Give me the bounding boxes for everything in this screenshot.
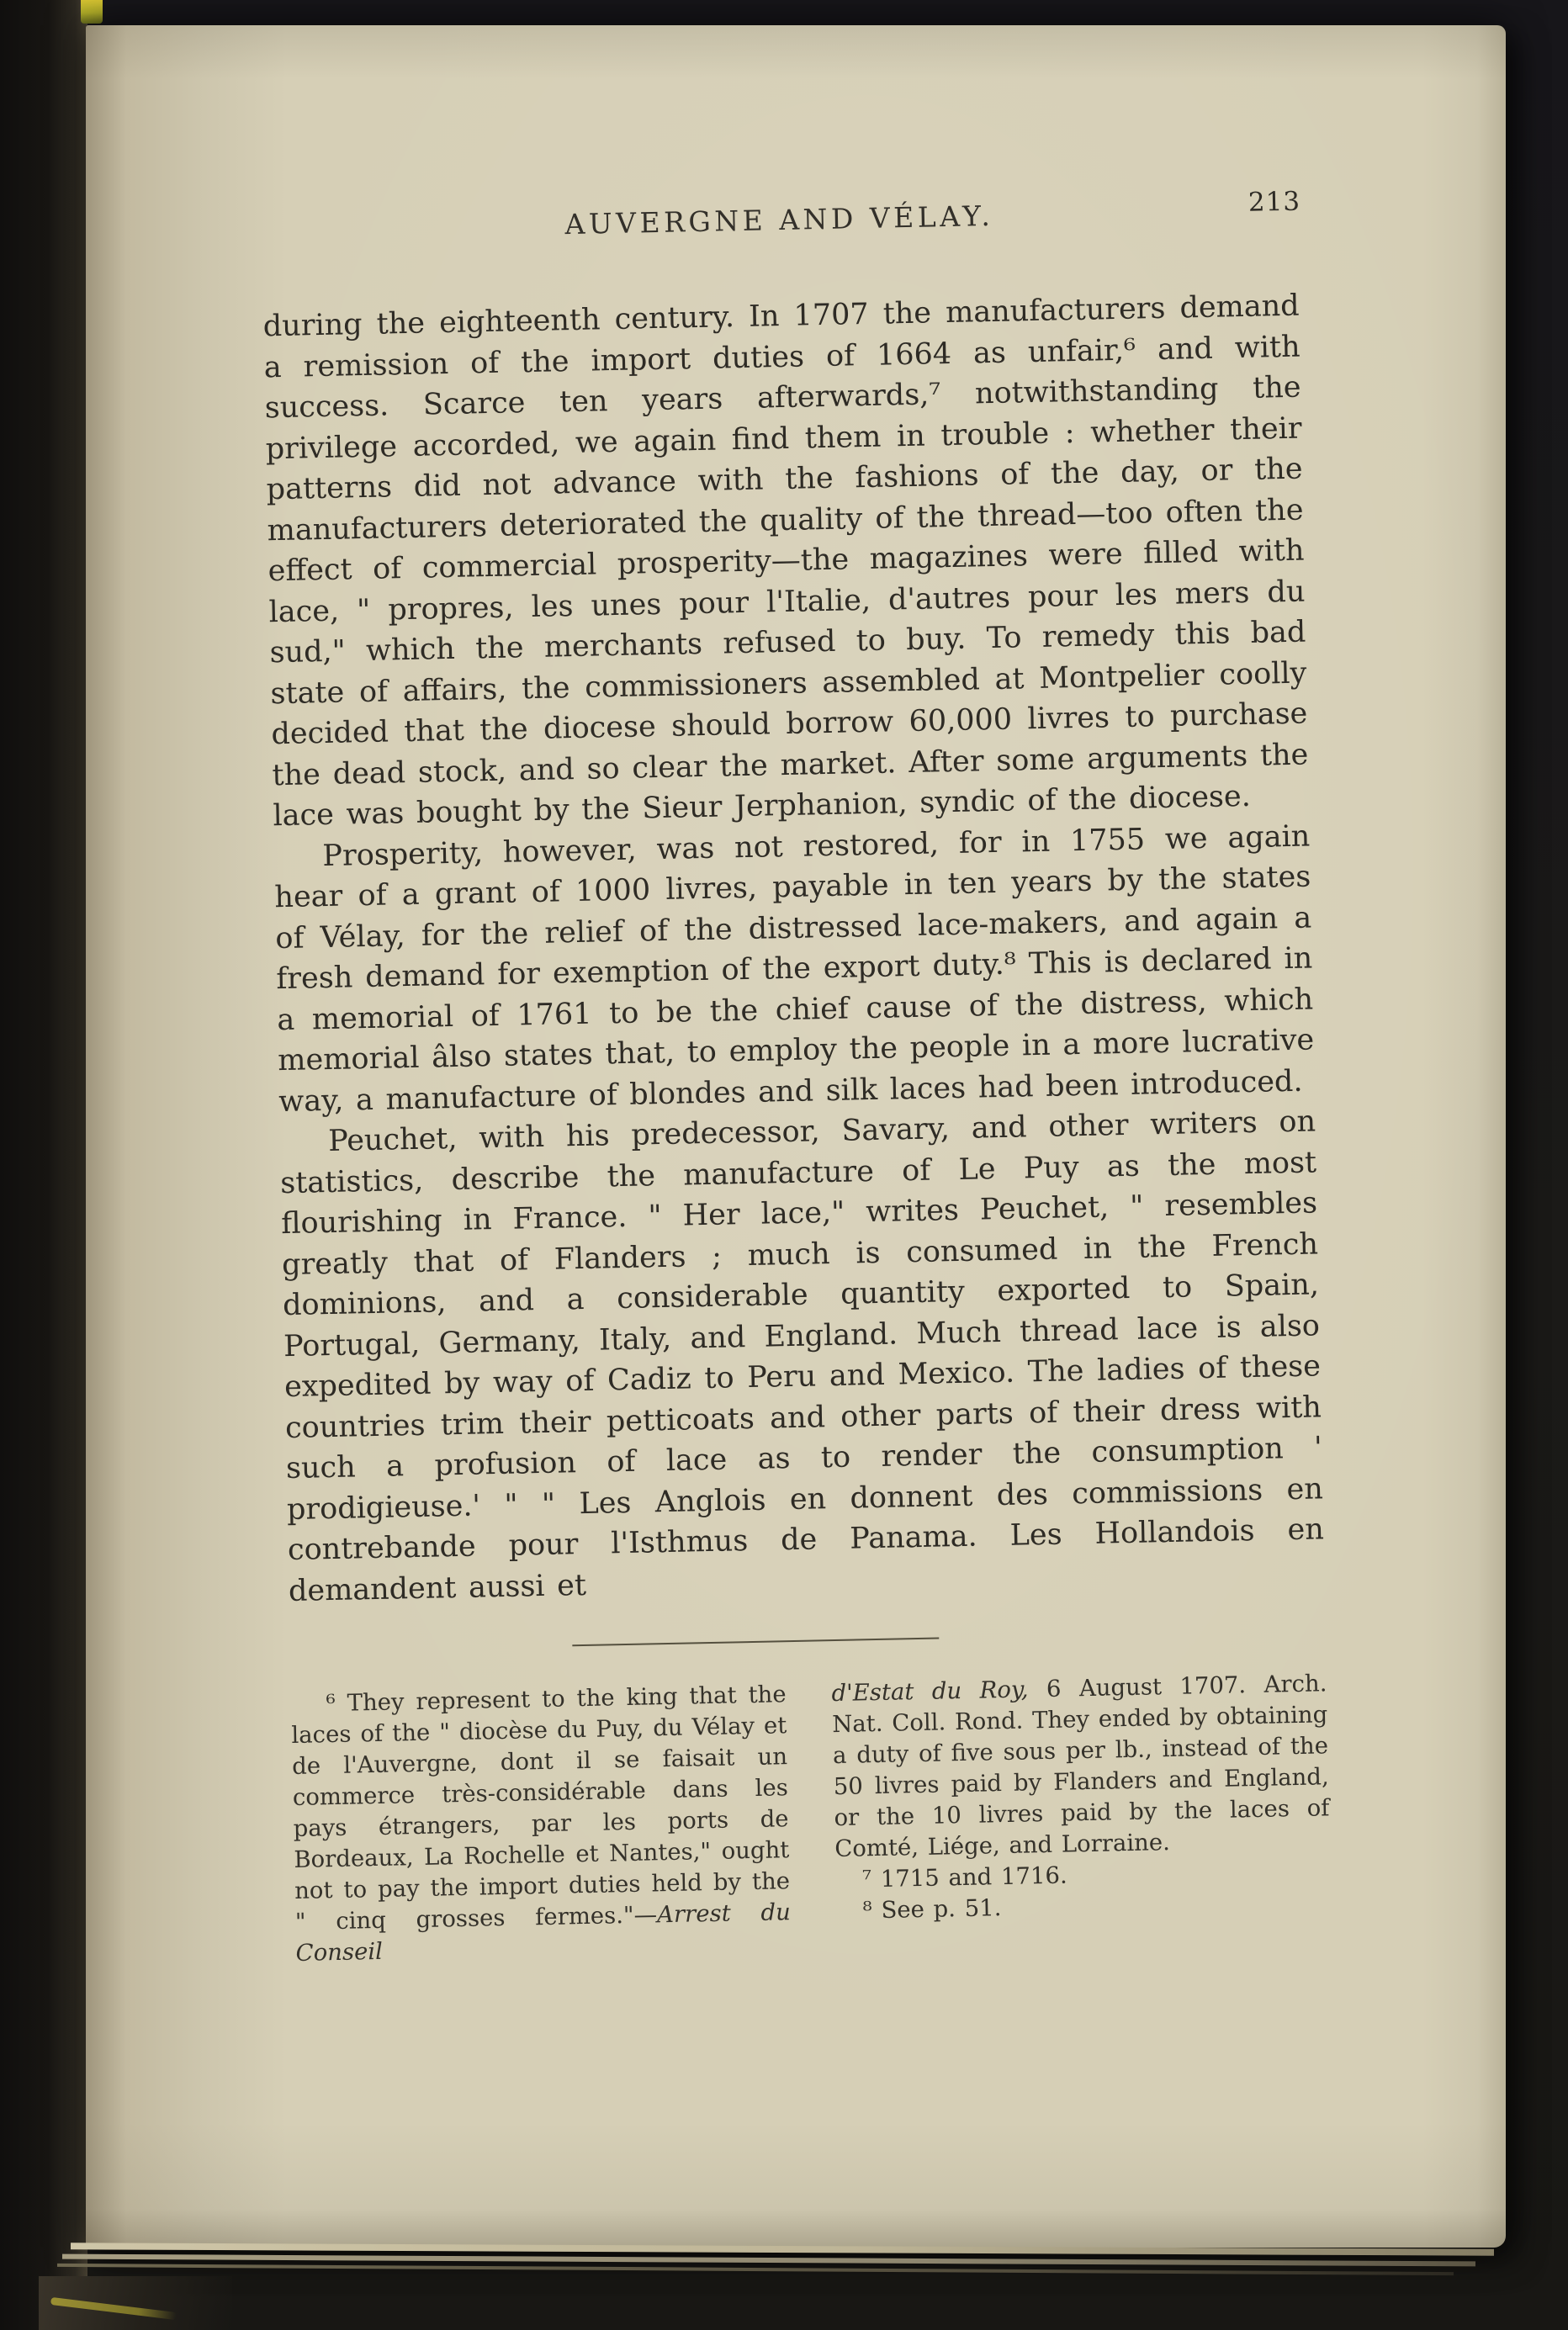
footnote-column-left xyxy=(290,1679,792,1969)
footnote-6-continued xyxy=(831,1668,1330,1865)
page-edge-stack xyxy=(57,2264,1454,2275)
footnote-6-citation-italic: Arrest du Conseil xyxy=(295,1898,792,1967)
footnotes xyxy=(290,1668,1332,1969)
paragraph-peuchet: Peuchet, with his predecessor, Savary, and other writers on statistics, describe the manufacture of Le Puy as the most flourishing in France. " Her lace," writes Peuchet, " resembles greatly that of Flanders ; much is consumed in the French dominions, and a considerable quantity exported to Spain, Portugal, Germany, Italy, and England. Much thread lace is also expedited by way of Cadiz to Peru and Mexico. The ladies of these countries trim their petticoats and other parts of their dress with such a profusion of lace as to render the consumption ' prodigieuse.' " " Les Anglois en donnent des commissions en contrebande pour l'Isthmus de Panama. Les Hollandois en demandent aussi et xyxy=(279,1104,1325,1608)
paragraph-continuation: during the eighteenth century. In 1707 the manufacturers demand a remission of the import duties of 1664 as unfair,⁶ and with success. Scarce ten years afterwards,⁷ notwithstanding the privilege accorded, we again find them in trouble : whether their patterns did not advance with the fashions of the day, or the manufacturers deteriorated the quality of the thread—too often the effect of commercial prosperity—the magazines were filled with lace, " propres, les unes pour l'Italie, d'autres pour les mers du sud," which the merchants refused to buy. To remedy this bad state of affairs, the commissioners assembled at Montpelier coolly decided that the diocese should borrow 60,000 livres to purchase the dead stock, and so clear the market. After some arguments the lace was bought by the Sieur Jerphanion, syndic of the diocese. xyxy=(262,289,1309,834)
page-number: 213 xyxy=(1248,186,1301,218)
page-header xyxy=(261,186,1301,255)
paragraph-prosperity: Prosperity, however, was not restored, for in 1755 we again hear of a grant of 1000 livres, payable in ten years by the states of Vélay, for the relief of the distressed lace-makers, and again a fresh demand for exemption of the export duty.⁸ This is declared in a memorial of 1761 to be the chief cause of the distress, which memorial âlso states that, to employ the people in a more lucrative way, a manufacture of blondes and silk laces had been introduced. xyxy=(274,818,1315,1119)
bookmark-ribbon xyxy=(81,0,103,24)
book-spine xyxy=(0,0,87,2330)
footnote-column-right xyxy=(831,1668,1332,1958)
running-title: AUVERGNE AND VÉLAY. xyxy=(564,199,994,241)
footnote-6 xyxy=(290,1679,792,1969)
paper-page xyxy=(86,25,1506,2248)
footnote-6-text: ⁶ They represent to the king that the laces of the " diocèse du Puy, du Vélay et de l'Auvergne, dont il se faisait un commerce très-considérable dans les pays étrangers, par les ports de Bordeaux, La Rochelle et Nantes," ought not to pay the import duties held by the " cinq grosses fermes."— xyxy=(291,1681,791,1935)
footnote-7: ⁷ 1715 and 1716. xyxy=(861,1861,1067,1893)
printed-content xyxy=(261,186,1332,1969)
footnote-8: ⁸ See p. 51. xyxy=(862,1894,1002,1925)
footnote-separator-rule xyxy=(572,1638,939,1647)
footnote-6-citation-italic-continued: d'Estat du Roy, xyxy=(831,1676,1029,1708)
footnote-6-continued-text: 6 August 1707. Arch. Nat. Coll. Rond. They ended by obtaining a duty of five sous per lb., instead of the 50 livres paid by Flanders and England, or the 10 livres paid by the laces of Comté, Liége, and Lorraine. xyxy=(831,1670,1330,1863)
